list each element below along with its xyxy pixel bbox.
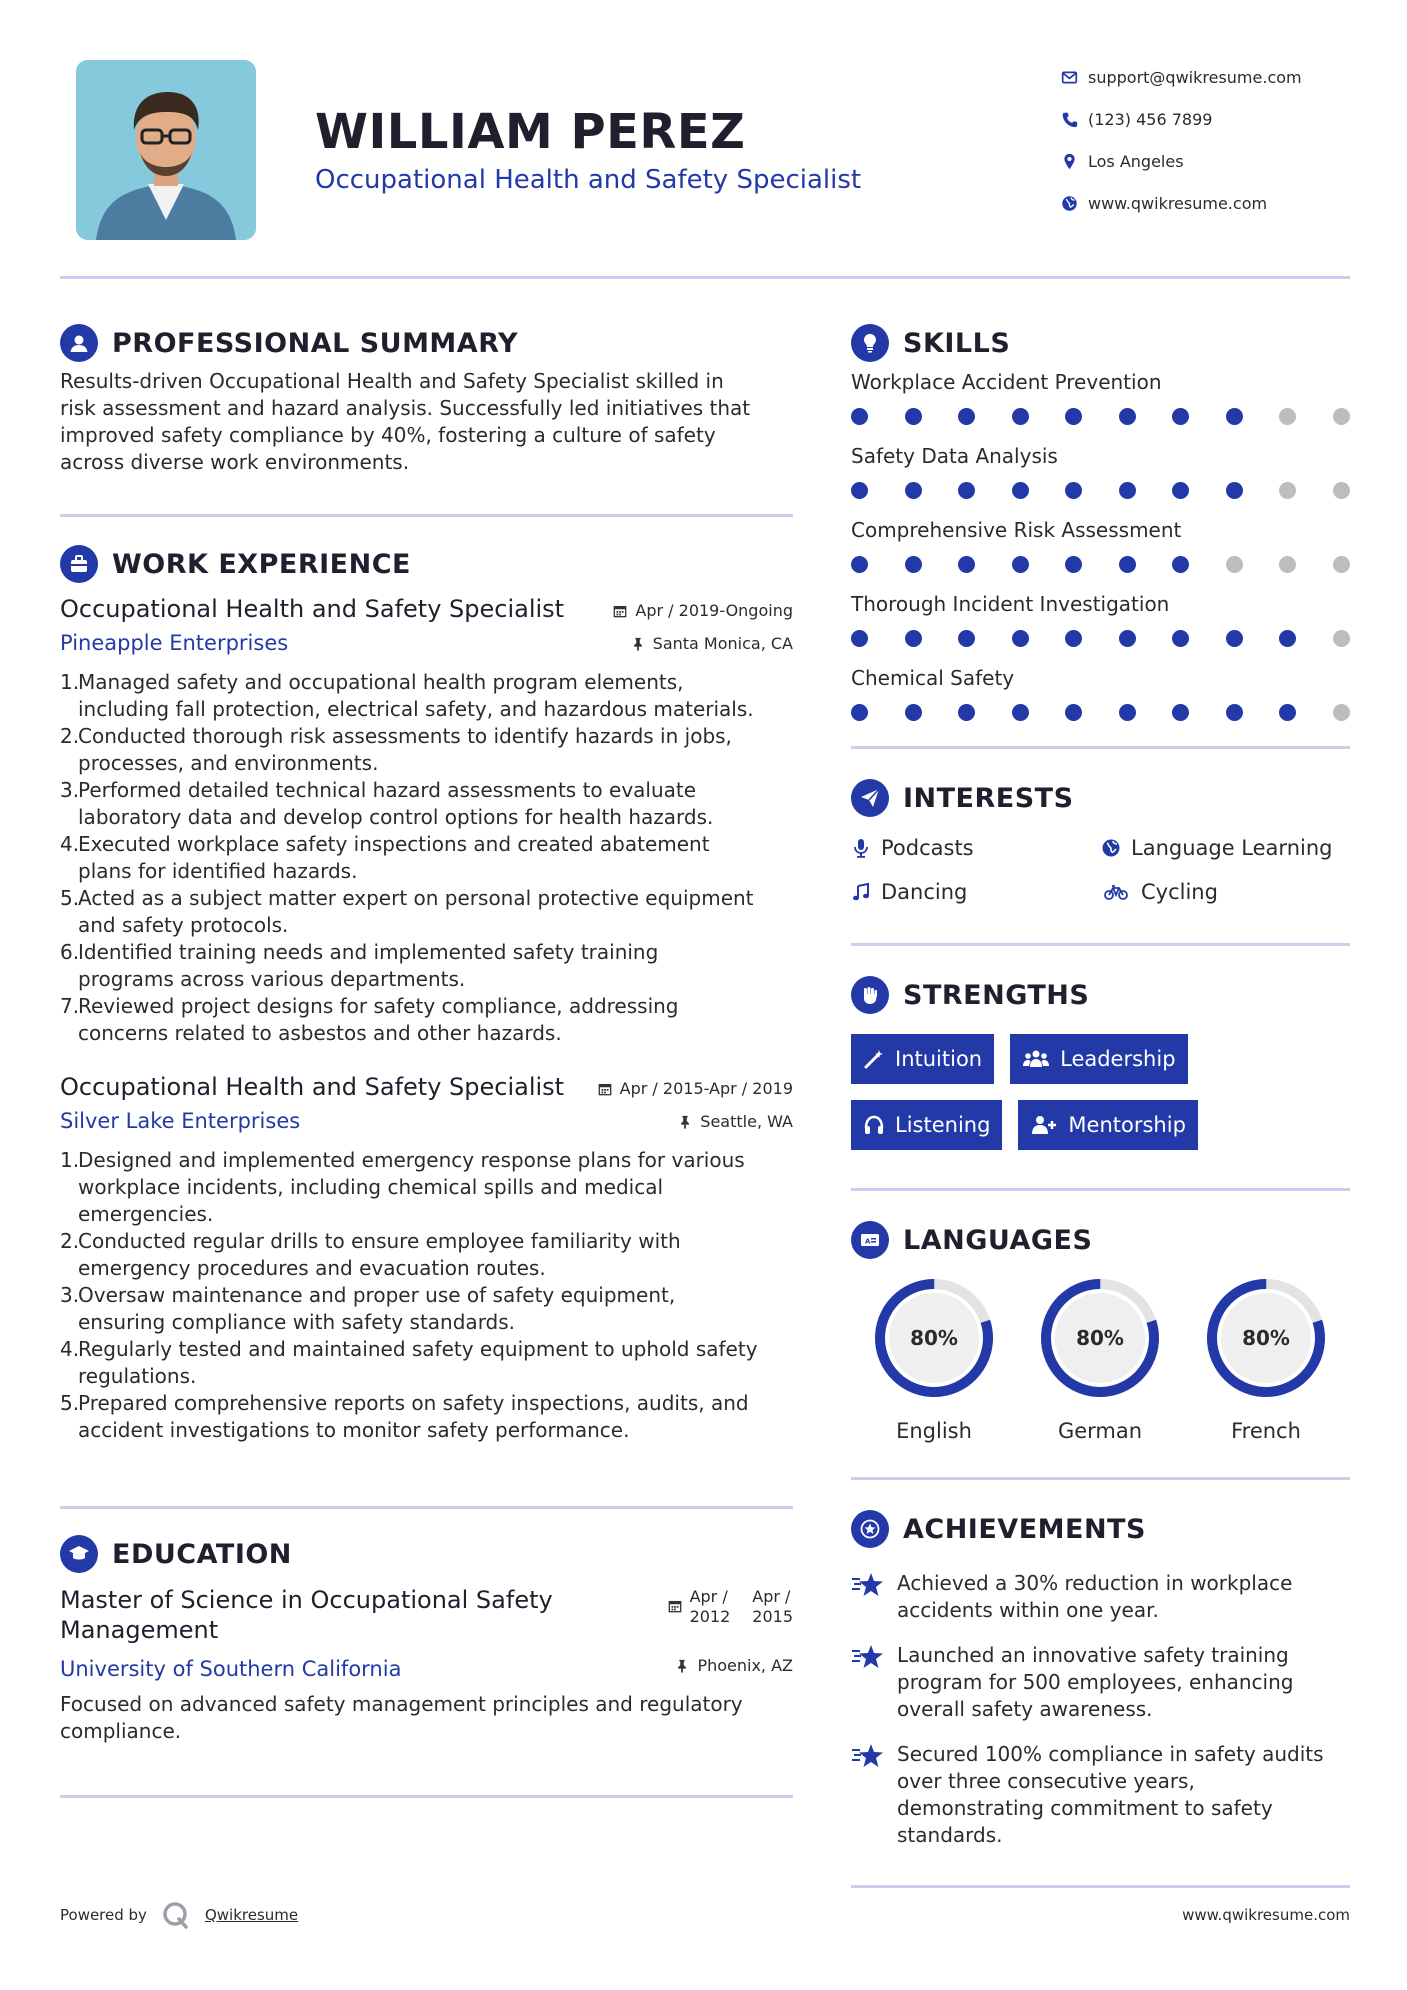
skills-heading: SKILLS xyxy=(903,327,1011,359)
job-company[interactable]: Pineapple Enterprises xyxy=(60,631,289,655)
achievement-line: over three consecutive years, xyxy=(897,1769,1195,1793)
bullet-line: Reviewed project designs for safety compliance, addressing xyxy=(78,994,679,1018)
rating-dot-filled xyxy=(1119,630,1136,647)
bullet-line: Performed detailed technical hazard assessments to evaluate xyxy=(78,778,697,802)
rating-dot-filled xyxy=(1172,630,1189,647)
summary-line: across diverse work environments. xyxy=(60,450,410,474)
rating-dot-filled xyxy=(1065,482,1082,499)
bullet-number: 7. xyxy=(60,994,80,1018)
calendar-icon xyxy=(598,1082,612,1096)
interest-item xyxy=(1101,833,1351,863)
job-entry xyxy=(60,595,793,1047)
bicycle-icon xyxy=(1101,882,1131,902)
bullet-line: Acted as a subject matter expert on personal protective equipment xyxy=(78,886,754,910)
summary-header xyxy=(60,320,793,366)
language-item xyxy=(851,1277,1017,1443)
education-entry xyxy=(60,1585,793,1745)
contact-website-text: www.qwikresume.com xyxy=(1088,193,1268,213)
achievement-item xyxy=(851,1741,1350,1849)
education-dates xyxy=(668,1587,793,1627)
degree-line: Master of Science in Occupational Safety xyxy=(60,1586,553,1614)
job-location xyxy=(678,1112,793,1131)
rating-dot-empty xyxy=(1226,556,1243,573)
job-title: Occupational Health and Safety Specialist xyxy=(60,595,565,623)
rating-dot-empty xyxy=(1333,408,1350,425)
list-item xyxy=(60,1336,793,1390)
job-location-text: Santa Monica, CA xyxy=(652,634,793,653)
achievement-text xyxy=(897,1570,1292,1624)
achievement-line: program for 500 employees, enhancing xyxy=(897,1670,1294,1694)
qwikresume-logo-icon xyxy=(161,1900,191,1930)
calendar-icon xyxy=(613,604,627,618)
strength-tag xyxy=(851,1100,1002,1150)
summary-line: Results-driven Occupational Health and Safety Specialist skilled in xyxy=(60,369,724,393)
contact-list xyxy=(1050,56,1380,224)
pushpin-icon xyxy=(675,1659,689,1673)
contact-email-text: support@qwikresume.com xyxy=(1088,67,1302,87)
interests-header xyxy=(851,775,1350,821)
job-dates xyxy=(613,601,793,620)
rating-dot-filled xyxy=(1226,630,1243,647)
rating-dot-filled xyxy=(1119,482,1136,499)
list-item xyxy=(60,1147,793,1228)
end-date xyxy=(752,1587,793,1627)
bullet-line: emergencies. xyxy=(78,1202,214,1226)
bullet-number: 5. xyxy=(60,1391,80,1415)
rating-dot-filled xyxy=(958,556,975,573)
section-divider xyxy=(851,1477,1350,1480)
rating-dot-empty xyxy=(1333,630,1350,647)
bullet-line: and safety protocols. xyxy=(78,913,289,937)
start-date-month: Apr / xyxy=(689,1587,728,1606)
job-location xyxy=(631,634,793,653)
experience-heading: WORK EXPERIENCE xyxy=(112,548,411,580)
rating-dot-filled xyxy=(1012,482,1029,499)
rating-dot-filled xyxy=(958,482,975,499)
skill-rating xyxy=(851,546,1350,592)
rating-dot-filled xyxy=(1065,630,1082,647)
rating-dot-empty xyxy=(1279,556,1296,573)
interest-label: Language Learning xyxy=(1131,836,1333,860)
achievement-line: Achieved a 30% reduction in workplace xyxy=(897,1571,1293,1595)
list-item xyxy=(60,939,793,993)
school-name[interactable]: University of Southern California xyxy=(60,1657,402,1681)
user-icon xyxy=(60,324,98,362)
bullet-line: Conducted regular drills to ensure employee familiarity with xyxy=(78,1229,681,1253)
rating-dot-filled xyxy=(905,408,922,425)
achievement-line: demonstrating commitment to safety xyxy=(897,1796,1273,1820)
bullet-number: 5. xyxy=(60,886,80,910)
headphones-icon xyxy=(863,1114,885,1136)
strengths-header xyxy=(851,972,1350,1018)
language-progress-ring xyxy=(1205,1277,1327,1399)
bullet-line: ensuring compliance with safety standards. xyxy=(78,1310,516,1334)
language-card-icon xyxy=(851,1221,889,1259)
interest-label: Podcasts xyxy=(881,836,974,860)
music-note-icon xyxy=(851,882,871,902)
rating-dot-empty xyxy=(1333,704,1350,721)
globe-icon xyxy=(1050,195,1088,212)
bullet-number: 1. xyxy=(60,670,80,694)
job-dates xyxy=(598,1079,793,1098)
job-dates-text: Apr / 2015-Apr / 2019 xyxy=(619,1079,793,1098)
language-name: French xyxy=(1231,1419,1301,1443)
language-name: English xyxy=(896,1419,972,1443)
rating-dot-filled xyxy=(1119,408,1136,425)
list-item xyxy=(60,723,793,777)
rating-dot-filled xyxy=(1012,704,1029,721)
bullet-line: Executed workplace safety inspections and created abatement xyxy=(78,832,710,856)
list-item xyxy=(60,1282,793,1336)
envelope-icon xyxy=(1050,69,1088,86)
bullet-line: Regularly tested and maintained safety equipment to uphold safety xyxy=(78,1337,758,1361)
achievement-line: accidents within one year. xyxy=(897,1598,1159,1622)
description-line: compliance. xyxy=(60,1719,182,1743)
phone-icon xyxy=(1050,111,1088,128)
contact-phone-text: (123) 456 7899 xyxy=(1088,109,1213,129)
skill-name: Safety Data Analysis xyxy=(851,444,1058,468)
bullet-line: laboratory data and develop control options for health hazards. xyxy=(78,805,714,829)
contact-phone[interactable] xyxy=(1050,98,1380,140)
footer-powered-by xyxy=(60,1900,298,1930)
strength-tag xyxy=(1010,1034,1187,1084)
list-item xyxy=(60,1390,793,1444)
description-line: Focused on advanced safety management principles and regulatory xyxy=(60,1692,743,1716)
rating-dot-filled xyxy=(1119,704,1136,721)
rating-dot-filled xyxy=(905,704,922,721)
rating-dot-filled xyxy=(1012,408,1029,425)
summary-line: improved safety compliance by 40%, fostering a culture of safety xyxy=(60,423,716,447)
rating-dot-filled xyxy=(1012,630,1029,647)
right-column xyxy=(851,320,1350,1888)
rating-dot-filled xyxy=(851,630,868,647)
list-item xyxy=(60,831,793,885)
rating-dot-empty xyxy=(1279,482,1296,499)
bullet-number: 3. xyxy=(60,1283,80,1307)
header-divider xyxy=(60,276,1350,279)
rating-dot-filled xyxy=(1226,704,1243,721)
achievements-heading: ACHIEVEMENTS xyxy=(903,1513,1146,1545)
rating-dot-filled xyxy=(958,408,975,425)
degree-line: Management xyxy=(60,1616,219,1644)
fist-icon xyxy=(851,976,889,1014)
job-title: Occupational Health and Safety Specialist xyxy=(60,1073,565,1101)
graduation-icon xyxy=(60,1535,98,1573)
languages-list xyxy=(851,1277,1350,1443)
start-date-year: 2012 xyxy=(689,1607,731,1626)
achievements-list xyxy=(851,1570,1350,1849)
rating-dot-filled xyxy=(1226,482,1243,499)
achievement-line: Secured 100% compliance in safety audits xyxy=(897,1742,1324,1766)
candidate-name: WILLIAM PEREZ xyxy=(315,104,746,160)
shooting-star-icon xyxy=(851,1570,885,1600)
skill-rating xyxy=(851,398,1350,444)
summary-heading: PROFESSIONAL SUMMARY xyxy=(112,327,519,359)
skill-name: Thorough Incident Investigation xyxy=(851,592,1170,616)
section-divider xyxy=(851,1885,1350,1888)
contact-email[interactable] xyxy=(1050,56,1380,98)
strength-label: Listening xyxy=(895,1113,991,1137)
shooting-star-icon xyxy=(851,1642,885,1672)
users-icon xyxy=(1022,1048,1050,1070)
briefcase-icon xyxy=(60,545,98,583)
end-date-month: Apr / xyxy=(752,1587,791,1606)
list-item xyxy=(60,993,793,1047)
bullet-line: workplace incidents, including chemical spills and medical xyxy=(78,1175,664,1199)
footer-website[interactable]: www.qwikresume.com xyxy=(1182,1906,1350,1924)
education-description xyxy=(60,1691,793,1745)
interest-item xyxy=(851,877,1101,907)
list-item xyxy=(60,885,793,939)
education-header xyxy=(60,1531,793,1577)
rating-dot-filled xyxy=(1279,704,1296,721)
magic-wand-icon xyxy=(863,1048,885,1070)
rating-dot-filled xyxy=(851,556,868,573)
summary-line: risk assessment and hazard analysis. Successfully led initiatives that xyxy=(60,396,751,420)
section-divider xyxy=(60,1795,793,1798)
svg-text:A: A xyxy=(865,1237,871,1246)
experience-header xyxy=(60,541,793,587)
language-name: German xyxy=(1057,1419,1143,1443)
rating-dot-filled xyxy=(1065,556,1082,573)
education-heading: EDUCATION xyxy=(112,1538,292,1570)
job-company[interactable]: Silver Lake Enterprises xyxy=(60,1109,301,1133)
rating-dot-filled xyxy=(905,482,922,499)
contact-website[interactable] xyxy=(1050,182,1380,224)
job-entry xyxy=(60,1073,793,1444)
rating-dot-filled xyxy=(1119,556,1136,573)
candidate-title: Occupational Health and Safety Specialist xyxy=(315,165,862,195)
bullet-line: Managed safety and occupational health program elements, xyxy=(78,670,684,694)
microphone-icon xyxy=(851,838,871,858)
achievement-item xyxy=(851,1642,1350,1723)
skill-name: Comprehensive Risk Assessment xyxy=(851,518,1182,542)
rating-dot-filled xyxy=(1172,482,1189,499)
rating-dot-empty xyxy=(1333,482,1350,499)
rating-dot-filled xyxy=(1172,408,1189,425)
list-item xyxy=(60,1228,793,1282)
rating-dot-filled xyxy=(905,630,922,647)
rating-dot-filled xyxy=(1012,556,1029,573)
bullet-line: including fall protection, electrical safety, and hazardous materials. xyxy=(78,697,754,721)
user-plus-icon xyxy=(1030,1114,1058,1136)
left-column xyxy=(60,320,793,1798)
rating-dot-filled xyxy=(1226,408,1243,425)
star-badge-icon xyxy=(851,1510,889,1548)
skill-rating xyxy=(851,694,1350,740)
section-divider xyxy=(851,943,1350,946)
rating-dot-filled xyxy=(851,704,868,721)
bullet-line: Prepared comprehensive reports on safety inspections, audits, and xyxy=(78,1391,749,1415)
bullet-line: emergency procedures and evacuation routes. xyxy=(78,1256,546,1280)
job-dates-text: Apr / 2019-Ongoing xyxy=(635,601,793,620)
interest-label: Cycling xyxy=(1141,880,1218,904)
rating-dot-empty xyxy=(1333,556,1350,573)
section-divider xyxy=(60,514,793,517)
end-date-year: 2015 xyxy=(752,1607,793,1626)
bullet-number: 4. xyxy=(60,832,80,856)
interests-heading: INTERESTS xyxy=(903,782,1074,814)
skills-header xyxy=(851,320,1350,366)
interests-list xyxy=(851,833,1350,907)
pushpin-icon xyxy=(631,637,645,651)
strength-label: Mentorship xyxy=(1068,1113,1186,1137)
bullet-line: plans for identified hazards. xyxy=(78,859,358,883)
calendar-icon xyxy=(668,1599,682,1613)
rating-dot-filled xyxy=(1065,408,1082,425)
skill-name: Workplace Accident Prevention xyxy=(851,370,1162,394)
interest-item xyxy=(1101,877,1351,907)
strength-label: Leadership xyxy=(1060,1047,1176,1071)
summary-text xyxy=(60,368,793,476)
language-percent: 80% xyxy=(1076,1326,1124,1350)
job-location-text: Seattle, WA xyxy=(700,1112,793,1131)
achievement-text xyxy=(897,1642,1293,1723)
lightbulb-icon xyxy=(851,324,889,362)
education-location-text: Phoenix, AZ xyxy=(697,1656,793,1675)
achievements-header xyxy=(851,1506,1350,1552)
globe-icon xyxy=(1101,838,1121,858)
rating-dot-filled xyxy=(1172,556,1189,573)
job-bullets xyxy=(60,1147,793,1444)
rating-dot-filled xyxy=(1279,630,1296,647)
job-bullets xyxy=(60,669,793,1047)
bullet-line: processes, and environments. xyxy=(78,751,379,775)
list-item xyxy=(60,777,793,831)
skill-rating xyxy=(851,472,1350,518)
achievement-item xyxy=(851,1570,1350,1624)
strength-label: Intuition xyxy=(895,1047,983,1071)
section-divider xyxy=(851,746,1350,749)
section-divider xyxy=(60,1506,793,1509)
section-divider xyxy=(851,1188,1350,1191)
rating-dot-filled xyxy=(958,630,975,647)
bullet-line: programs across various departments. xyxy=(78,967,466,991)
skill-rating xyxy=(851,620,1350,666)
rating-dot-filled xyxy=(958,704,975,721)
shooting-star-icon xyxy=(851,1741,885,1771)
rating-dot-empty xyxy=(1279,408,1296,425)
strength-tag xyxy=(1018,1100,1197,1150)
rating-dot-filled xyxy=(905,556,922,573)
rating-dot-filled xyxy=(851,482,868,499)
rating-dot-filled xyxy=(1065,704,1082,721)
strengths-list xyxy=(851,1034,1350,1150)
bullet-number: 2. xyxy=(60,1229,80,1253)
language-item xyxy=(1017,1277,1183,1443)
person-portrait-image xyxy=(76,60,256,240)
rating-dot-filled xyxy=(851,408,868,425)
bullet-number: 2. xyxy=(60,724,80,748)
strengths-heading: STRENGTHS xyxy=(903,979,1090,1011)
achievement-line: standards. xyxy=(897,1823,1003,1847)
achievement-text xyxy=(897,1741,1324,1849)
language-progress-ring xyxy=(1039,1277,1161,1399)
languages-heading: LANGUAGES xyxy=(903,1224,1093,1256)
languages-header xyxy=(851,1217,1350,1263)
interest-label: Dancing xyxy=(881,880,968,904)
bullet-line: Designed and implemented emergency response plans for various xyxy=(78,1148,745,1172)
rating-dot-filled xyxy=(1172,704,1189,721)
bullet-number: 3. xyxy=(60,778,80,802)
language-progress-ring xyxy=(873,1277,995,1399)
list-item xyxy=(60,669,793,723)
pushpin-icon xyxy=(678,1115,692,1129)
bullet-number: 4. xyxy=(60,1337,80,1361)
interest-item xyxy=(851,833,1101,863)
qwikresume-link[interactable]: Qwikresume xyxy=(204,1906,299,1924)
start-date xyxy=(690,1587,731,1627)
language-item xyxy=(1183,1277,1349,1443)
skill-name: Chemical Safety xyxy=(851,666,1015,690)
bullet-line: regulations. xyxy=(78,1364,197,1388)
contact-location xyxy=(1050,140,1380,182)
bullet-line: Conducted thorough risk assessments to identify hazards in jobs, xyxy=(78,724,732,748)
language-percent: 80% xyxy=(910,1326,958,1350)
achievement-line: Launched an innovative safety training xyxy=(897,1643,1289,1667)
bullet-line: Identified training needs and implemented safety training xyxy=(78,940,659,964)
bullet-number: 1. xyxy=(60,1148,80,1172)
bullet-line: concerns related to asbestos and other hazards. xyxy=(78,1021,562,1045)
contact-location-text: Los Angeles xyxy=(1088,151,1184,171)
map-pin-icon xyxy=(1050,153,1088,170)
bullet-number: 6. xyxy=(60,940,80,964)
skills-list xyxy=(851,370,1350,740)
language-percent: 80% xyxy=(1242,1326,1290,1350)
strength-tag xyxy=(851,1034,994,1084)
education-location xyxy=(675,1656,793,1675)
powered-by-text: Powered by xyxy=(60,1906,147,1924)
achievement-line: overall safety awareness. xyxy=(897,1697,1153,1721)
bullet-line: Oversaw maintenance and proper use of safety equipment, xyxy=(78,1283,676,1307)
bullet-line: accident investigations to monitor safety performance. xyxy=(78,1418,630,1442)
profile-photo xyxy=(76,60,256,240)
paper-plane-icon xyxy=(851,779,889,817)
